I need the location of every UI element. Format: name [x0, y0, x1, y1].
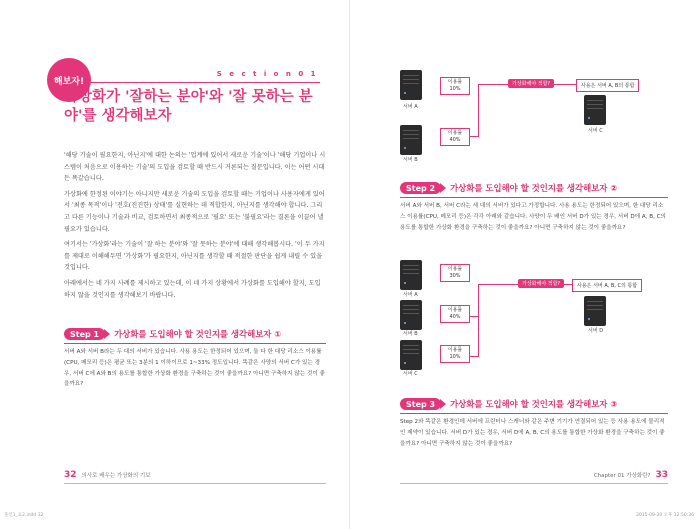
step3-title: 가상화를 도입해야 할 것인지를 생각해보자 ③	[450, 399, 618, 409]
step2-body: 서버 A와 서버 B, 서버 C라는 세 대의 서버가 있다고 가정합니다. 사용 용도는 한정되어 있으며, 한 대당 리소스 이용률(CPU, 메모리 등)은 각각 아래와 같습니다. 사양이 두 배인 서버 D가 있는 경우, 서버 D에 A, B, C의 용도를 통합한 가상화 환경을 구축하는 것이 좋을까요? 아니면 구축하지 않는 것이 좋을까요?	[400, 203, 666, 231]
paragraph: 아래에서는 네 가지 사례를 제시하고 있는데, 이 네 가지 상황에서 가상화를 도입해야 할지, 도입하지 않을 것인지를 생각해보기 바랍니다.	[64, 279, 321, 299]
step1-title: 가상화를 도입해야 할 것인지를 생각해보자 ①	[114, 329, 282, 339]
usage-b-box: 이용률 40%	[440, 305, 470, 323]
server-d-label: 서버 D	[588, 328, 604, 334]
section-divider	[90, 82, 320, 83]
server-d-icon	[584, 296, 606, 326]
print-info: 올인1_요2.indd 32	[4, 513, 44, 518]
server-a-icon	[400, 70, 422, 100]
step1-label: Step 1	[64, 328, 105, 340]
server-c-icon	[400, 340, 422, 370]
footer-chapter: Chapter 01 가상화란?	[593, 473, 651, 479]
step1-body: 서버 A와 서버 B라는 두 대의 서버가 있습니다. 사용 용도는 한정되어 있으며, 둘 다 한 대당 리소스 이용률(CPU, 메모리 등)은 평균 또는 3분의 1 이하이므로 1~33% 정도입니다. 똑같은 사양의 서버 C가 있는 경우, 서버 C에 A와 B의 용도를 통합한 가상화 환경을 구축하는 것이 좋을까요? 아니면 구축하지 않는 것이 좋을까요?	[64, 349, 325, 388]
step1-header	[64, 328, 281, 340]
step2-title: 가상화를 도입해야 할 것인지를 생각해보자 ②	[450, 183, 618, 193]
step3-header	[400, 398, 617, 410]
right-footer	[594, 470, 668, 480]
result-callout: 사용은 서버 A, B의 통합	[576, 79, 639, 92]
usage-a-box: 이용률 10%	[440, 77, 470, 95]
section-label: S e c t i o n 0 1	[216, 70, 318, 78]
server-a-label: 서버 A	[403, 104, 418, 110]
server-b-label: 서버 B	[403, 157, 418, 163]
step2-label: Step 2	[400, 182, 441, 194]
print-info: 2015-09-30 오후 12:50:36	[636, 513, 694, 518]
page-number: 32	[64, 470, 77, 480]
paragraph: '해당 기술이 필요한지, 아닌지'에 대한 논의는 '업계에 있어서 새로운 기술'이나 '해당 기업이나 시스템이 처음으로 이용하는 기술'의 도입을 검토할 때 반드시 거론되는 질문입니다. 이는 어떤 시대든 똑같습니다.	[64, 152, 326, 183]
right-page	[350, 0, 700, 529]
step-arrow-icon	[440, 399, 446, 409]
server-b-icon	[400, 300, 422, 330]
question-tag: 가상화해야 적합?	[518, 279, 564, 288]
page-number: 33	[655, 470, 668, 480]
server-b-label: 서버 B	[403, 331, 418, 337]
usage-c-box: 이용률 10%	[440, 345, 470, 363]
usage-b-box: 이용률 40%	[440, 128, 470, 146]
step2-header	[400, 182, 617, 194]
server-a-label: 서버 A	[403, 292, 418, 298]
result-callout: 사용은 서버 A, B, C의 통합	[572, 279, 642, 292]
page-title: 가상화가 '잘하는 분야'와 '잘 못하는 분야'를 생각해보자	[64, 89, 313, 124]
paragraph: 가상화에 한정된 이야기는 아니지만 새로운 기술의 도입을 검토할 때는 기업이나 사용자에게 있어서 '최종 목적'이나 '전호(진진한) 상태'를 실현하는 데 적합한지, 아닌지를 생각해야 합니다. 그리고 다른 기능이나 기술과 비교, 검토하면서 최종적으로 '필요' 또는 '불필요'라는 결론을 이끌어 낼 필요가 있습니다.	[64, 190, 325, 233]
body-text	[64, 150, 326, 305]
step3-divider	[400, 413, 668, 414]
question-tag: 가상화해야 적합?	[508, 79, 554, 88]
footer-divider	[64, 483, 326, 484]
server-c-icon	[584, 95, 606, 125]
section-tag-badge: 해보자!	[47, 58, 91, 102]
server-b-icon	[400, 125, 422, 155]
step-arrow-icon	[104, 329, 110, 339]
step2-divider	[400, 197, 668, 198]
step1-divider	[64, 343, 326, 344]
footer-divider	[400, 483, 668, 484]
step3-label: Step 3	[400, 398, 441, 410]
diagram-step1	[350, 0, 700, 170]
server-c-label: 서버 C	[588, 128, 603, 134]
server-a-icon	[400, 260, 422, 290]
paragraph: 여기서는 '가상화'라는 기술이 '잘 하는 분야'와 '잘 못하는 분야'에 대해 생각해봅시다. '이 두 가지를 제대로 이해해두면 '가상화'가 필요한지, 아닌지를 생각할 때 적절한 판단을 쉽게 내릴 수 있을 것입니다.	[64, 241, 325, 272]
server-c-label: 서버 C	[403, 371, 418, 377]
usage-a-box: 이용률 30%	[440, 264, 470, 282]
diagram-step2	[350, 250, 700, 390]
step-arrow-icon	[440, 183, 446, 193]
step3-body: Step 2와 똑같은 환경인데 서버에 프린터나 스캐너와 같은 주변 기기가 연결되어 있는 등 사용 용도에 물리적인 제약이 있습니다. 서버 D가 있는 경우, 서버 D에 A, B, C의 용도를 통합한 가상화 환경을 구축하는 것이 좋을까요? 아니면 구축하지 않는 것이 좋을까요?	[400, 419, 665, 447]
footer-book-title: 의사로 배우는 가상화의 기보	[81, 473, 151, 479]
left-footer	[64, 470, 151, 480]
